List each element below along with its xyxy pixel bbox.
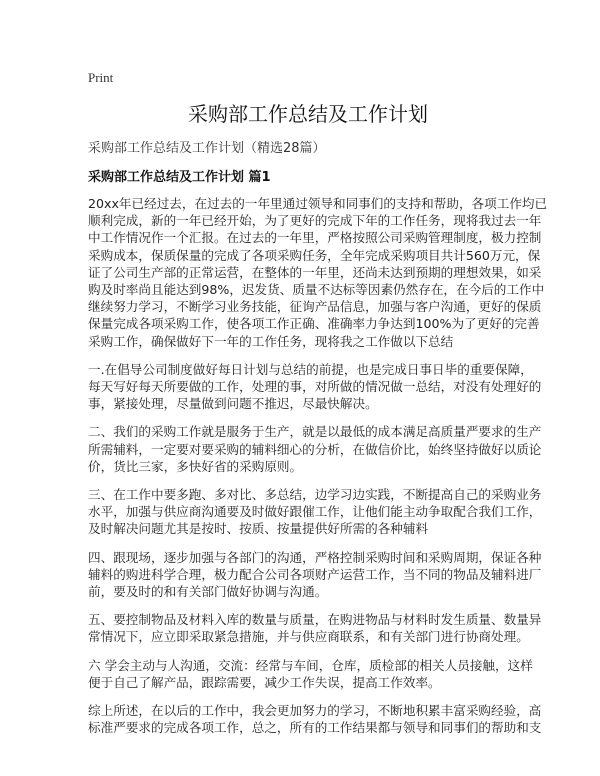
paragraph-line: 采购工作，确保做好下一年的工作任务，现将我之工作做以下总结 — [88, 333, 454, 349]
paragraph — [88, 611, 542, 645]
paragraph-line: 20xx年已经过去，在过去的一年里通过领导和同事们的支持和帮助，各项工作均已 — [88, 196, 548, 211]
document-page — [88, 70, 548, 747]
paragraph-line: 价，货比三家，多快好省的采购原则。 — [88, 458, 303, 474]
paragraph — [88, 423, 542, 475]
paragraph — [88, 702, 542, 736]
paragraph-line: 五、要控制物品及材料入库的数量与质量，在购进物品与材料时发生质量、数量异 — [88, 612, 542, 628]
paragraph-line: 辅料的购进科学合理，极力配合公司各项财产运营工作，当不同的物品及辅料进厂 — [88, 566, 542, 582]
document-subtitle: 采购部工作总结及工作计划（精选28篇） — [88, 141, 326, 156]
paragraph-line: 继续努力学习，不断学习业务技能，征询产品信息，加强与客户沟通，更好的保质 — [88, 299, 542, 315]
paragraph-line: 事，紧接处理，尽量做到问题不推迟，尽最快解决。 — [88, 396, 378, 412]
paragraph-line: 保量完成各项采购工作，使各项工作正确、准确率力争达到100%为了更好的完善 — [88, 316, 540, 332]
document-body — [88, 195, 548, 736]
paragraph-line: 及时解决问题尤其是按时、按质、按量提供好所需的各种辅料 — [88, 521, 429, 537]
section-heading: 采购部工作总结及工作计划 篇1 — [88, 170, 271, 185]
paragraph — [88, 549, 542, 601]
paragraph-line: 一.在倡导公司制度做好每日计划与总结的前提，也是完成日事日毕的重要保障， — [88, 361, 533, 377]
paragraph-line: 三、在工作中要多跑、多对比、多总结，边学习边实践，不断提高自己的采购业务 — [88, 487, 542, 503]
paragraph — [88, 486, 542, 538]
print-label[interactable]: Print — [88, 70, 114, 85]
paragraph-line: 常情况下，应立即采取紧急措施，并与供应商联系，和有关部门进行协商处理。 — [88, 629, 529, 645]
paragraph — [88, 657, 533, 691]
paragraph-line: 所需辅料，一定要对要采购的辅料细心的分析，在做信价比，始终坚持做好以质论 — [88, 441, 542, 457]
paragraph-line: 六 学会主动与人沟通，交流：经常与车间，仓库，质检部的相关人员接触，这样 — [88, 657, 533, 673]
paragraph-line: 综上所述，在以后的工作中，我会更加努力的学习，不断地积累丰富采购经验，高 — [88, 703, 542, 719]
paragraph-line: 标准严要求的完成各项工作，总之，所有的工作结果都与领导和同事们的帮助和支 — [88, 720, 542, 736]
document-title: 采购部工作总结及工作计划 — [188, 102, 428, 126]
paragraph-line: 购及时率尚且能达到98%，迟发货、质量不达标等因素仍然存在，在今后的工作中 — [88, 282, 545, 298]
paragraph-line: 每天写好每天所要做的工作，处理的事，对所做的情况做一总结，对没有处理好的 — [88, 379, 542, 395]
paragraph — [88, 195, 548, 350]
paragraph-line: 便于自己了解产品，跟踪需要，减少工作失误，提高工作效率。 — [88, 674, 441, 690]
paragraph-line: 四、跟现场，逐步加强与各部门的沟通，严格控制采购时间和采购周期，保证各种 — [88, 549, 542, 565]
paragraph-line: 证了公司生产部的正常运营，在整体的一年里，还尚未达到预期的理想效果，如采 — [88, 264, 542, 280]
paragraph-line: 顺利完成，新的一年已经开始，为了更好的完成下年的工作任务，现将我过去一年 — [88, 213, 542, 229]
paragraph — [88, 361, 542, 413]
paragraph-line: 采购成本，保质保量的完成了各项采购任务，全年完成采购项目共计560万元，保 — [88, 247, 541, 263]
paragraph-line: 二、我们的采购工作就是服务于生产，就是以最低的成本满足高质量严要求的生产 — [88, 424, 542, 440]
paragraph-line: 中工作情况作一个汇报。在过去的一年里，严格按照公司采购管理制度，极力控制 — [88, 230, 542, 246]
paragraph-line: 前，要及时的和有关部门做好协调与沟通。 — [88, 584, 328, 600]
paragraph-line: 水平，加强与供应商沟通要及时做好跟催工作，让他们能主动争取配合我们工作， — [88, 504, 542, 520]
